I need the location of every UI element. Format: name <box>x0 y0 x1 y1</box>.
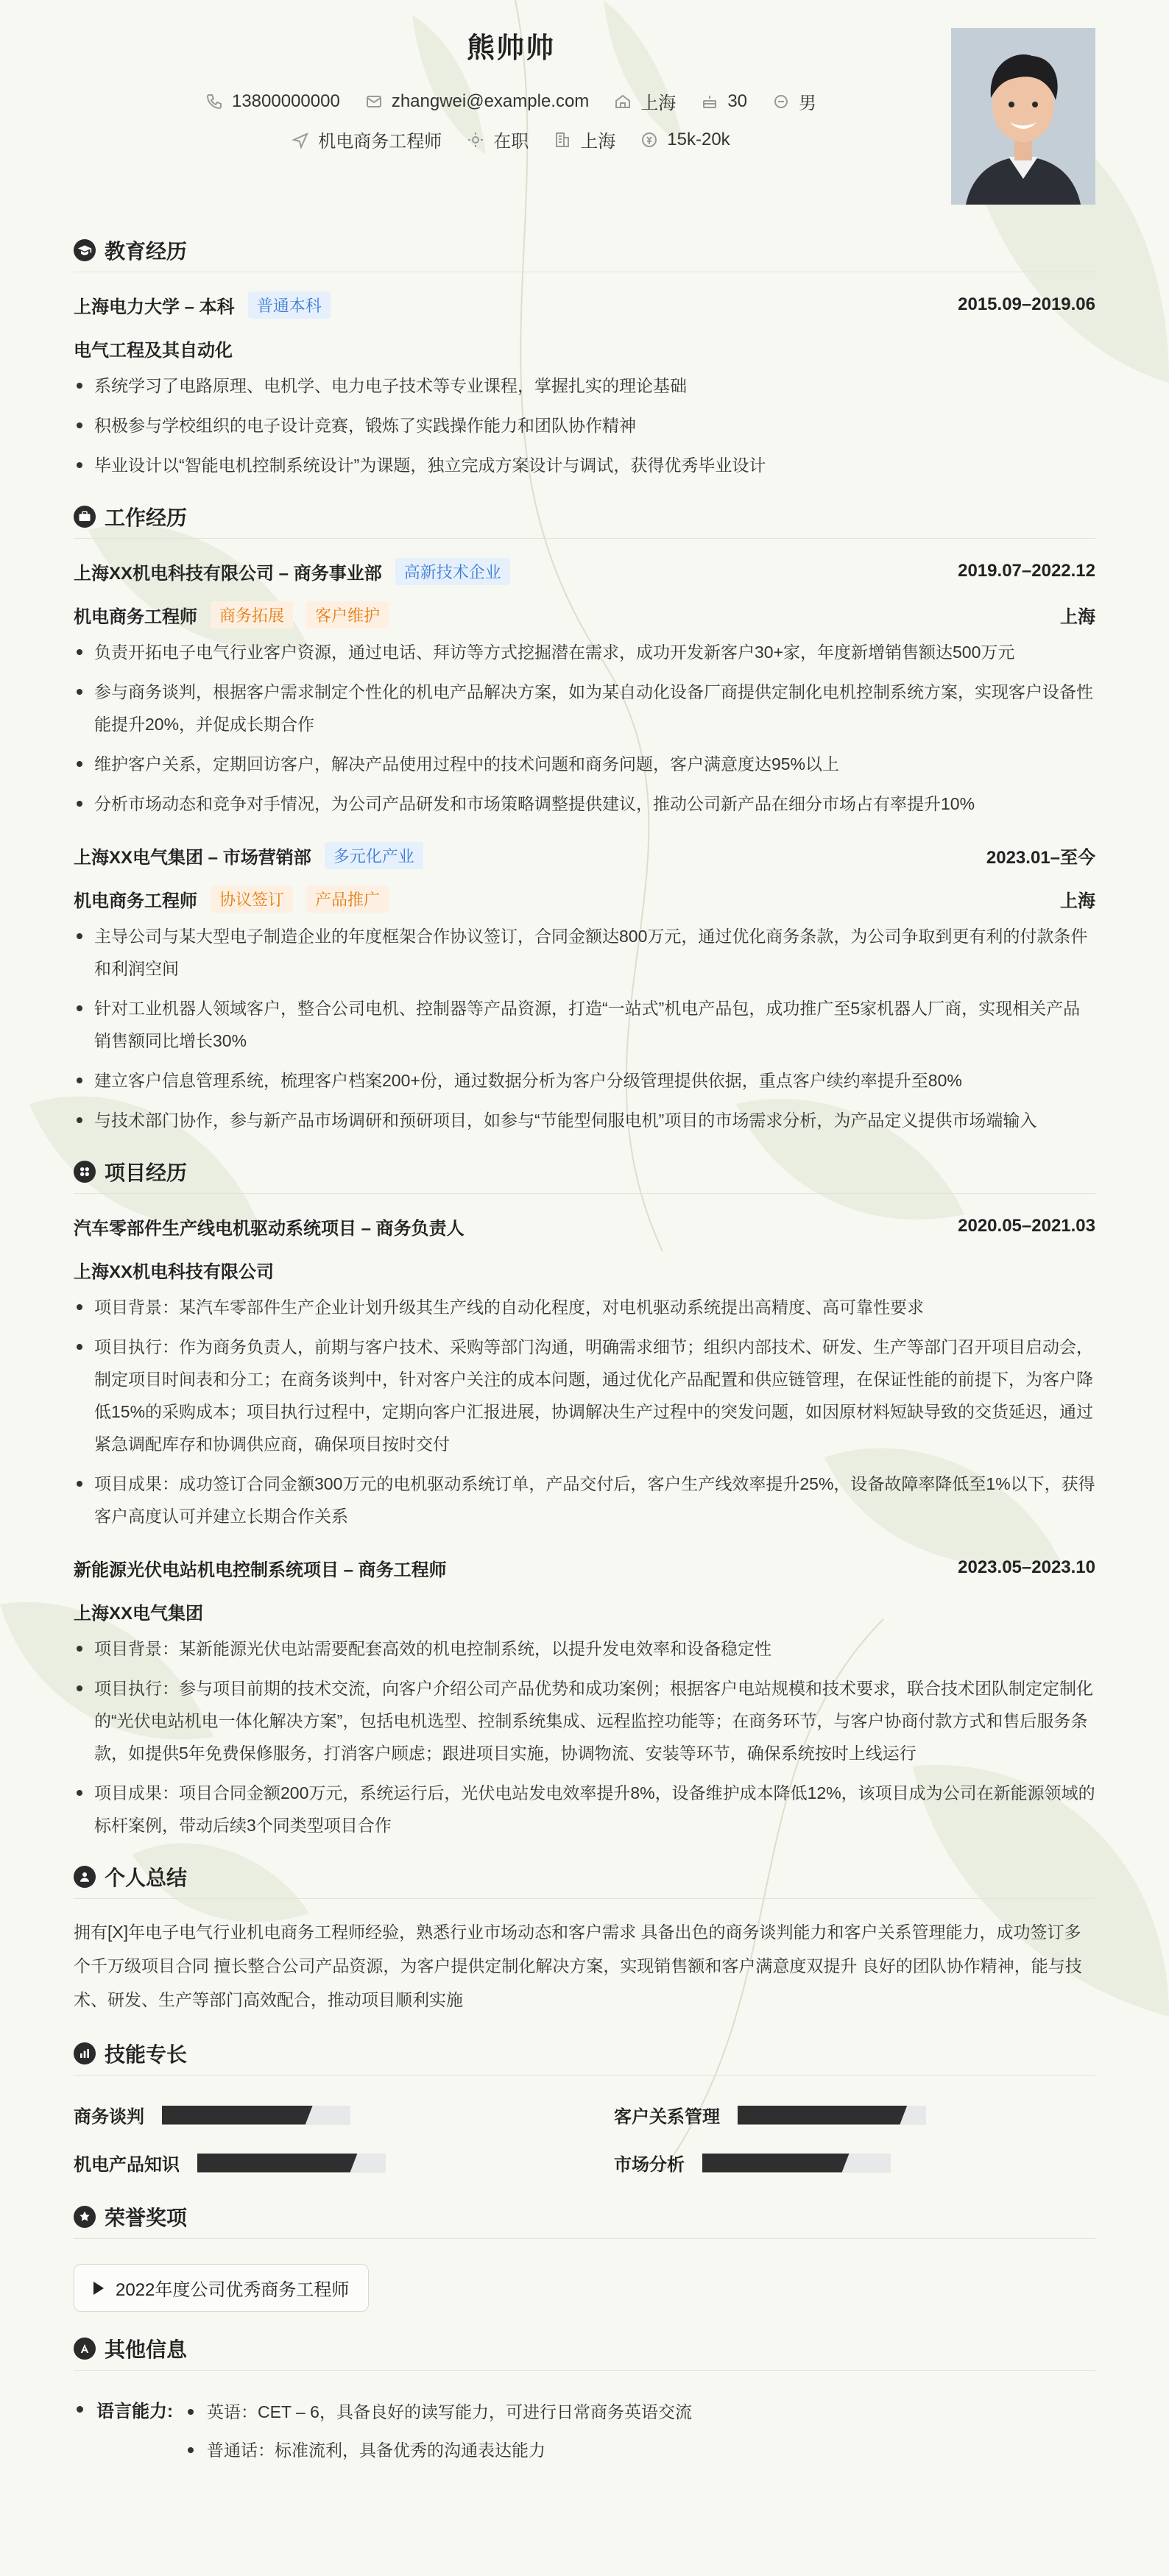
email-text: zhangwei@example.com <box>391 91 590 111</box>
grid-icon <box>74 1161 96 1183</box>
list-item: 建立客户信息管理系统，梳理客户档案200+份，通过数据分析为客户分级管理提供依据，重点客户续约率提升至80% <box>74 1064 1095 1097</box>
project-entry <box>74 1546 1095 1841</box>
letter-a-icon <box>74 2338 96 2360</box>
role-tag: 协议签订 <box>211 885 293 913</box>
building-icon <box>554 131 571 149</box>
work-city: 上海 <box>1060 891 1095 911</box>
work-entry <box>74 833 1095 1136</box>
work-city: 上海 <box>1060 606 1095 627</box>
list-item: 系统学习了电路原理、电机学、电力电子技术等专业课程，掌握扎实的理论基础 <box>74 369 1095 402</box>
summary-header <box>74 1855 1095 1899</box>
role-line <box>74 877 1095 920</box>
projects-section <box>74 1150 1095 1841</box>
list-item: 参与商务谈判，根据客户需求制定个性化的机电产品解决方案，如为某自动化设备厂商提供定制化电机控制系统方案，实现客户设备性能提升20%，并促成长期合作 <box>74 676 1095 740</box>
project-bullets <box>74 1291 1095 1532</box>
skill-bar <box>162 2106 350 2125</box>
age-info <box>701 88 747 114</box>
contact-row <box>74 88 948 114</box>
project-line <box>74 1555 447 1581</box>
section-title: 其他信息 <box>105 2338 188 2361</box>
avatar-portrait <box>951 28 1095 205</box>
project-name: 汽车零部件生产线电机驱动系统项目 – 商务负责人 <box>74 1218 465 1239</box>
status-info <box>467 127 529 152</box>
skill-fill <box>197 2154 358 2173</box>
skills-section <box>74 2031 1095 2187</box>
list-item: 主导公司与某大型电子制造企业的年度框架合作协议签订，合同金额达800万元，通过优化商务条款，为公司争取到更有利的付款条件和利润空间 <box>74 920 1095 985</box>
other-section <box>74 2326 1095 2469</box>
phone-icon <box>205 93 223 110</box>
position-text: 机电商务工程师 <box>318 132 442 152</box>
award-item <box>74 2264 369 2312</box>
list-item: 维护客户关系，定期回访客户，解决产品使用过程中的技术问题和商务问题，客户满意度达95%以上 <box>74 748 1095 780</box>
skill-bar <box>738 2106 926 2125</box>
list-item: 负责开拓电子电气行业客户资源，通过电话、拜访等方式挖掘潜在需求，成功开发新客户30+家，年度新增销售额达500万元 <box>74 636 1095 668</box>
summary-section <box>74 1855 1095 2017</box>
award-text: 2022年度公司优秀商务工程师 <box>116 2280 350 2300</box>
skill-fill <box>738 2106 907 2125</box>
school-line <box>74 291 331 319</box>
bullet-dot <box>77 2406 83 2413</box>
role-tag: 商务拓展 <box>211 601 293 629</box>
gender-text: 男 <box>799 93 817 113</box>
school-name: 上海电力大学 – 本科 <box>74 297 235 317</box>
major-name: 电气工程及其自动化 <box>74 340 233 361</box>
skill-name: 机电产品知识 <box>74 2155 180 2175</box>
section-title: 荣誉奖项 <box>105 2206 188 2229</box>
home-icon <box>614 93 632 110</box>
list-item: 普通话：标准流利，具备优秀的沟通表达能力 <box>185 2431 692 2469</box>
project-date: 2020.05–2021.03 <box>958 1216 1095 1236</box>
play-icon <box>93 2282 104 2295</box>
target-city-text: 上海 <box>580 132 616 152</box>
mail-icon <box>365 93 383 110</box>
salary-text: 15k-20k <box>667 129 730 149</box>
project-entry <box>74 1204 1095 1532</box>
skill-item <box>614 2150 1095 2176</box>
entry-top <box>74 1204 1095 1248</box>
entry-top <box>74 283 1095 327</box>
work-date: 2019.07–2022.12 <box>958 561 1095 581</box>
list-item: 积极参与学校组织的电子设计竞赛，锻炼了实践操作能力和团队协作精神 <box>74 409 1095 442</box>
list-item: 项目成果：成功签订合同金额300万元的电机驱动系统订单，产品交付后，客户生产线效率提升25%，设备故障率降低至1%以下，获得客户高度认可并建立长期合作关系 <box>74 1468 1095 1532</box>
resume-header <box>74 0 1095 228</box>
entry-top <box>74 833 1095 877</box>
role-tag: 客户维护 <box>306 601 389 629</box>
list-item: 项目执行：参与项目前期的技术交流，向客户介绍公司产品优势和成功案例；根据客户电站规模和技术要求，联合技术团队制定定制化的“光伏电站机电一体化解决方案”，包括电机选型、控制系统集成、远程监控功能等；在商务环节，与客户协商付款方式和售后服务条款，如提供5年免费保修服务，打消客户顾虑；跟进项目实施，协调物流、安装等环节，确保系统按时上线运行 <box>74 1672 1095 1769</box>
company-name: 上海XX电气集团 – 市场营销部 <box>74 847 311 868</box>
company-name: 上海XX机电科技有限公司 – 商务事业部 <box>74 563 382 584</box>
list-item: 分析市场动态和竞争对手情况，为公司产品研发和市场策略调整提供建议，推动公司新产品在细分市场占有率提升10% <box>74 788 1095 820</box>
skill-fill <box>702 2154 850 2173</box>
project-line <box>74 1214 465 1239</box>
work-header <box>74 495 1095 539</box>
skill-item <box>74 2102 555 2128</box>
language-label-wrap <box>74 2393 173 2469</box>
project-company-line <box>74 1590 1095 1632</box>
skill-name: 客户关系管理 <box>614 2107 720 2127</box>
chart-icon <box>74 2042 96 2064</box>
work-bullets <box>74 920 1095 1136</box>
project-company: 上海XX电气集团 <box>74 1603 204 1624</box>
sun-icon <box>467 131 484 149</box>
awards-section <box>74 2195 1095 2312</box>
status-text: 在职 <box>493 132 529 152</box>
job-intent-row <box>74 127 948 152</box>
list-item: 针对工业机器人领域客户，整合公司电机、控制器等产品资源，打造“一站式”机电产品包，成功推广至5家机器人厂商，实现相关产品销售额同比增长30% <box>74 992 1095 1057</box>
money-icon <box>640 131 658 149</box>
email-info <box>365 88 590 114</box>
education-section <box>74 228 1095 481</box>
work-date: 2023.01–至今 <box>986 847 1095 868</box>
age-text: 30 <box>727 91 748 111</box>
skills-grid <box>74 2086 1095 2187</box>
list-item: 项目执行：作为商务负责人，前期与客户技术、采购等部门沟通，明确需求细节；组织内部技术、研发、生产等部门召开项目启动会，制定项目时间表和分工；在商务谈判中，针对客户关注的成本问题，通过优化产品配置和供应链管理，在保证性能的前提下，为客户降低15%的采购成本；项目执行过程中，定期向客户汇报进展，协调解决生产过程中的突发问题，如因原材料短缺导致的交货延迟，通过紧急调配库存和协调供应商，确保项目按时交付 <box>74 1331 1095 1460</box>
role-left <box>74 601 389 629</box>
list-item: 项目成果：项目合同金额200万元，系统运行后，光伏电站发电效率提升8%，设备维护成本降低12%，该项目成为公司在新能源领域的标杆案例，带动后续3个同类型项目合作 <box>74 1777 1095 1841</box>
location-info <box>614 88 676 114</box>
degree-tag: 普通本科 <box>248 291 331 319</box>
list-item: 与技术部门协作，参与新产品市场调研和预研项目，如参与“节能型伺服电机”项目的市场需求分析，为产品定义提供市场端输入 <box>74 1104 1095 1136</box>
user-icon <box>74 1866 96 1888</box>
list-item: 英语：CET – 6，具备良好的读写能力，可进行日常商务英语交流 <box>185 2393 692 2431</box>
language-label: 语言能力: <box>96 2402 173 2421</box>
project-company-line <box>74 1248 1095 1291</box>
work-bullets <box>74 636 1095 820</box>
salary-info <box>640 127 730 152</box>
company-tag: 高新技术企业 <box>395 558 510 585</box>
language-block <box>74 2381 1095 2469</box>
skill-name: 市场分析 <box>614 2155 685 2175</box>
target-city-info <box>554 127 615 152</box>
role-left <box>74 885 389 913</box>
language-list <box>185 2393 692 2469</box>
send-icon <box>292 131 309 149</box>
skill-name: 商务谈判 <box>74 2107 144 2127</box>
gender-info <box>772 88 816 114</box>
gender-icon <box>772 93 790 110</box>
summary-text: 拥有[X]年电子电气行业机电商务工程师经验，熟悉行业市场动态和客户需求 具备出色的商务谈判能力和客户关系管理能力，成功签订多个千万级项目合同 擅长整合公司产品资源，为客户提供定制化解决方案，实现销售额和客户满意度双提升 良好的团队协作精神，能与技术、研发、生产等部门高效配合，推动项目顺利实施 <box>74 1922 1082 2009</box>
education-date: 2015.09–2019.06 <box>958 294 1095 314</box>
section-title: 工作经历 <box>105 506 188 529</box>
cake-icon <box>701 93 718 110</box>
education-bullets <box>74 369 1095 481</box>
education-entry <box>74 283 1095 481</box>
education-header <box>74 228 1095 272</box>
section-title: 项目经历 <box>105 1161 188 1184</box>
skill-item <box>614 2102 1095 2128</box>
section-title: 教育经历 <box>105 239 188 263</box>
project-company: 上海XX机电科技有限公司 <box>74 1262 275 1282</box>
section-title: 技能专长 <box>105 2042 188 2066</box>
role-name: 机电商务工程师 <box>74 891 197 911</box>
work-entry <box>74 549 1095 820</box>
list-item: 毕业设计以“智能电机控制系统设计”为课题，独立完成方案设计与调试，获得优秀毕业设计 <box>74 449 1095 481</box>
position-info <box>292 127 442 152</box>
candidate-name: 熊帅帅 <box>466 33 555 64</box>
role-name: 机电商务工程师 <box>74 606 197 627</box>
work-section <box>74 495 1095 1136</box>
location-text: 上海 <box>640 93 677 113</box>
list-item: 项目背景：某汽车零部件生产企业计划升级其生产线的自动化程度，对电机驱动系统提出高精度、高可靠性要求 <box>74 1291 1095 1323</box>
phone-info <box>205 88 340 114</box>
skill-fill <box>162 2106 313 2125</box>
entry-top <box>74 1546 1095 1590</box>
company-line <box>74 842 423 869</box>
project-bullets <box>74 1632 1095 1841</box>
medal-icon <box>74 2206 96 2228</box>
company-tag: 多元化产业 <box>325 842 423 869</box>
projects-header <box>74 1150 1095 1194</box>
skill-bar <box>197 2154 386 2173</box>
awards-header <box>74 2195 1095 2239</box>
section-title: 个人总结 <box>105 1866 188 1889</box>
role-tag: 产品推广 <box>306 885 389 913</box>
skill-bar <box>702 2154 891 2173</box>
company-line <box>74 558 510 585</box>
graduation-cap-icon <box>74 239 96 261</box>
other-header <box>74 2326 1095 2371</box>
briefcase-icon <box>74 506 96 528</box>
skill-item <box>74 2150 555 2176</box>
role-line <box>74 593 1095 636</box>
project-date: 2023.05–2023.10 <box>958 1557 1095 1577</box>
list-item: 项目背景：某新能源光伏电站需要配套高效的机电控制系统，以提升发电效率和设备稳定性 <box>74 1632 1095 1665</box>
phone-text: 13800000000 <box>231 91 340 111</box>
major-line <box>74 327 1095 369</box>
project-name: 新能源光伏电站机电控制系统项目 – 商务工程师 <box>74 1560 447 1580</box>
avatar <box>951 28 1095 205</box>
entry-top <box>74 549 1095 593</box>
skills-header <box>74 2031 1095 2076</box>
